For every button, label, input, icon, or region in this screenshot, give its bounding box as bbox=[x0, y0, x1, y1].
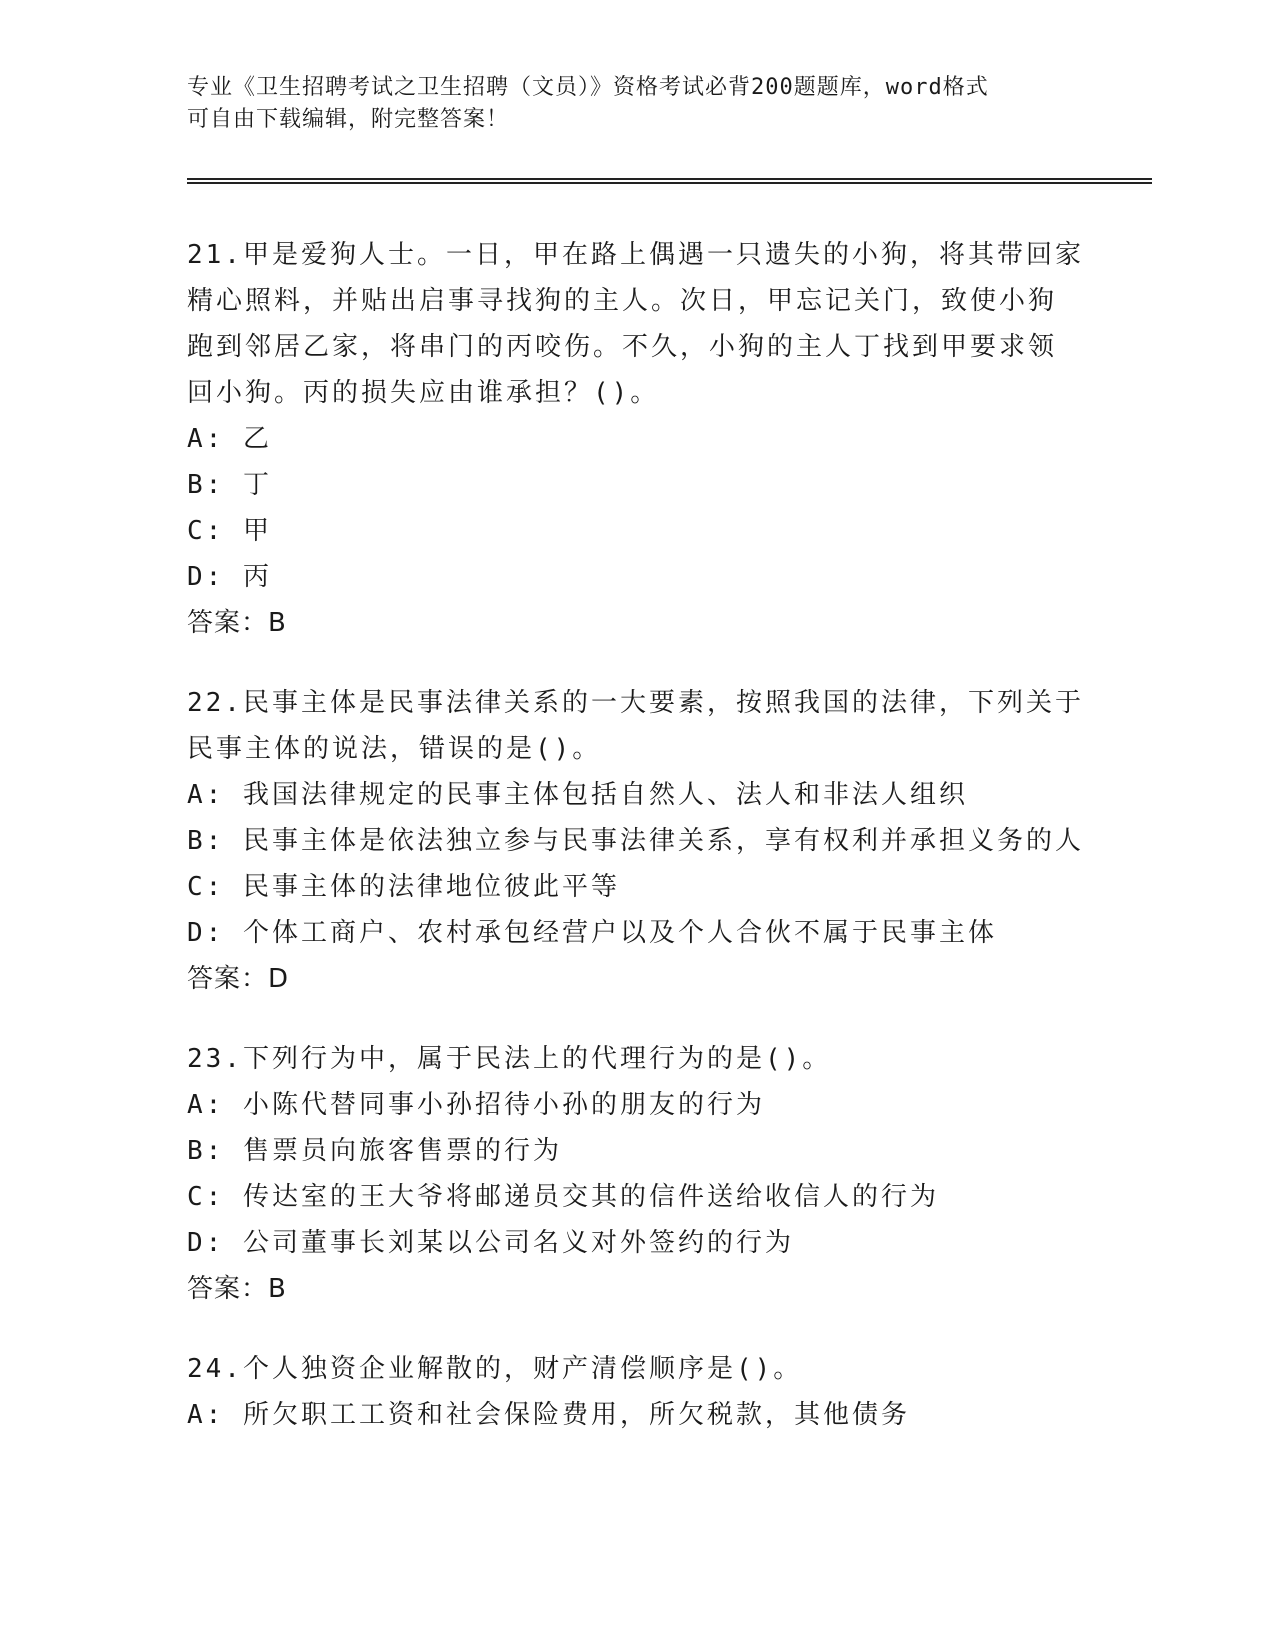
question-stem-line: 21.甲是爱狗人士。一日，甲在路上偶遇一只遗失的小狗，将其带回家 bbox=[187, 240, 1084, 270]
question-21 bbox=[187, 232, 1087, 646]
question-stem-line: 22.民事主体是民事法律关系的一大要素，按照我国的法律，下列关于 bbox=[187, 688, 1084, 718]
question-stem-line: 跑到邻居乙家，将串门的丙咬伤。不久，小狗的主人丁找到甲要求领 bbox=[187, 332, 1058, 362]
header-divider bbox=[187, 178, 1152, 184]
answer-line: 答案：B bbox=[187, 1274, 287, 1304]
option-d: D: 丙 bbox=[187, 562, 272, 592]
option-c: C: 传达室的王大爷将邮递员交其的信件送给收信人的行为 bbox=[187, 1182, 939, 1212]
question-stem-line: 24.个人独资企业解散的，财产清偿顺序是()。 bbox=[187, 1354, 803, 1384]
question-stem-line: 23.下列行为中，属于民法上的代理行为的是()。 bbox=[187, 1044, 832, 1074]
question-stem-line: 精心照料，并贴出启事寻找狗的主人。次日，甲忘记关门，致使小狗 bbox=[187, 286, 1058, 316]
question-23 bbox=[187, 1036, 1087, 1312]
option-a: A: 我国法律规定的民事主体包括自然人、法人和非法人组织 bbox=[187, 780, 968, 810]
option-c: C: 甲 bbox=[187, 516, 272, 546]
header-line: 专业《卫生招聘考试之卫生招聘（文员）》资格考试必背200题题库，word格式 bbox=[187, 75, 989, 100]
header-line: 可自由下载编辑，附完整答案！ bbox=[187, 107, 510, 132]
option-d: D: 公司董事长刘某以公司名义对外签约的行为 bbox=[187, 1228, 794, 1258]
question-stem-line: 回小狗。丙的损失应由谁承担？()。 bbox=[187, 378, 660, 408]
document-header bbox=[187, 72, 1087, 136]
answer-line: 答案：B bbox=[187, 608, 287, 638]
option-a: A: 所欠职工工资和社会保险费用，所欠税款，其他债务 bbox=[187, 1400, 910, 1430]
option-a: A: 乙 bbox=[187, 424, 272, 454]
option-b: B: 民事主体是依法独立参与民事法律关系，享有权利并承担义务的人 bbox=[187, 826, 1084, 856]
option-d: D: 个体工商户、农村承包经营户以及个人合伙不属于民事主体 bbox=[187, 918, 997, 948]
option-a: A: 小陈代替同事小孙招待小孙的朋友的行为 bbox=[187, 1090, 765, 1120]
question-24 bbox=[187, 1346, 1087, 1438]
answer-line: 答案：D bbox=[187, 964, 290, 994]
option-b: B: 售票员向旅客售票的行为 bbox=[187, 1136, 562, 1166]
question-22 bbox=[187, 680, 1087, 1002]
option-b: B: 丁 bbox=[187, 470, 272, 500]
question-list bbox=[187, 232, 1087, 1472]
question-stem-line: 民事主体的说法，错误的是()。 bbox=[187, 734, 602, 764]
option-c: C: 民事主体的法律地位彼此平等 bbox=[187, 872, 620, 902]
